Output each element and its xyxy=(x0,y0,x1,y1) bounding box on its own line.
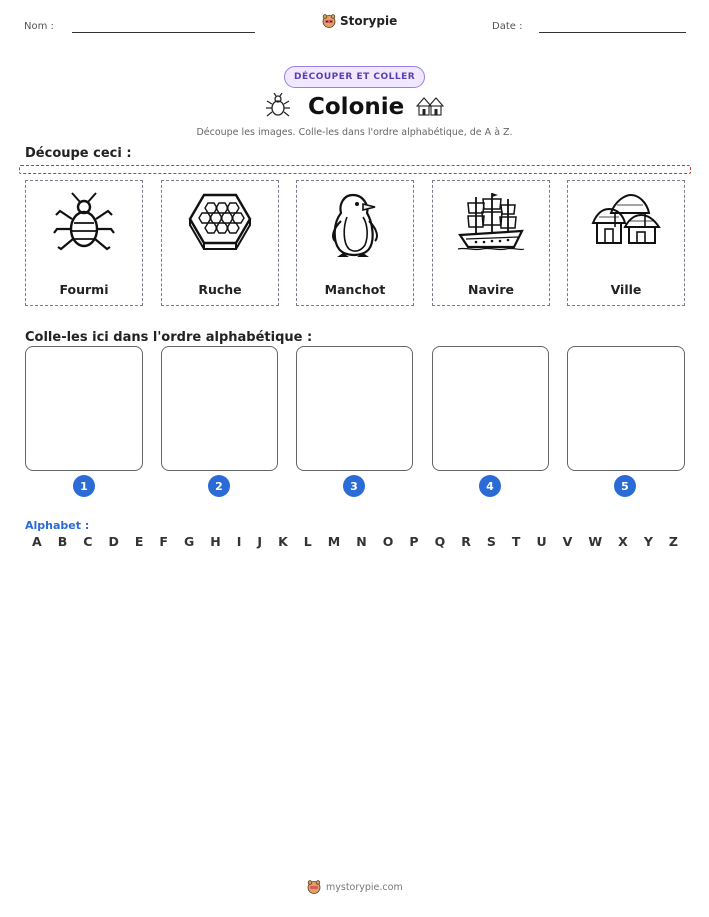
number-badge-1: 1 xyxy=(73,475,95,497)
card-label: Ruche xyxy=(198,282,242,297)
paste-box-1[interactable] xyxy=(25,346,143,471)
paste-box-3[interactable] xyxy=(296,346,413,471)
number-badge-2: 2 xyxy=(208,475,230,497)
alphabet-letter: T xyxy=(511,534,521,549)
alphabet-letter: G xyxy=(183,534,195,549)
alphabet-letter: D xyxy=(108,534,119,549)
alphabet-letter: F xyxy=(159,534,168,549)
storypie-mascot-icon xyxy=(322,14,336,28)
alphabet-letter: Z xyxy=(668,534,678,549)
alphabet-letter: E xyxy=(134,534,144,549)
alphabet-letter: L xyxy=(303,534,312,549)
cut-card-manchot[interactable] xyxy=(296,180,414,306)
alphabet-letter: S xyxy=(486,534,496,549)
brand-name: Storypie xyxy=(340,14,398,28)
alphabet-letter: U xyxy=(536,534,547,549)
footer-url[interactable]: mystorypie.com xyxy=(326,881,403,893)
footer xyxy=(307,880,403,894)
paste-box-5[interactable] xyxy=(567,346,685,471)
alphabet-row xyxy=(32,534,678,549)
alphabet-heading: Alphabet : xyxy=(25,519,90,532)
instructions: Découpe les images. Colle-les dans l'ordre alphabétique, de A à Z. xyxy=(196,127,513,138)
brand-logo xyxy=(322,14,397,28)
ant-icon xyxy=(52,191,116,255)
title-huts-icon xyxy=(415,94,445,122)
title-ant-icon xyxy=(265,93,291,123)
alphabet-letter: M xyxy=(327,534,341,549)
penguin-icon xyxy=(323,191,387,259)
alphabet-letter: V xyxy=(562,534,573,549)
alphabet-letter: C xyxy=(83,534,93,549)
cut-guide-line xyxy=(19,165,691,174)
card-label: Navire xyxy=(468,282,514,297)
name-label: Nom : xyxy=(24,21,54,32)
date-label: Date : xyxy=(492,21,523,32)
paste-box-4[interactable] xyxy=(432,346,549,471)
name-line xyxy=(72,32,255,33)
cut-card-fourmi[interactable] xyxy=(25,180,143,306)
paste-box-2[interactable] xyxy=(161,346,278,471)
activity-badge: DÉCOUPER ET COLLER xyxy=(284,66,425,88)
number-badge-3: 3 xyxy=(343,475,365,497)
paste-heading: Colle-les ici dans l'ordre alphabétique : xyxy=(25,330,313,345)
alphabet-letter: P xyxy=(409,534,419,549)
cut-card-ruche[interactable] xyxy=(161,180,279,306)
storypie-mascot-icon xyxy=(307,880,321,894)
huts-icon xyxy=(591,191,661,251)
card-label: Manchot xyxy=(324,282,386,297)
cut-heading: Découpe ceci : xyxy=(25,146,132,161)
cut-card-navire[interactable] xyxy=(432,180,550,306)
alphabet-letter: Q xyxy=(434,534,446,549)
alphabet-letter: K xyxy=(278,534,288,549)
date-line xyxy=(539,32,686,33)
alphabet-letter: O xyxy=(382,534,394,549)
alphabet-letter: J xyxy=(257,534,263,549)
alphabet-letter: W xyxy=(588,534,603,549)
ship-icon xyxy=(456,191,526,255)
number-badge-4: 4 xyxy=(479,475,501,497)
alphabet-letter: B xyxy=(57,534,68,549)
alphabet-letter: I xyxy=(236,534,242,549)
alphabet-letter: Y xyxy=(643,534,653,549)
cut-card-ville[interactable] xyxy=(567,180,685,306)
alphabet-letter: A xyxy=(32,534,42,549)
page-title: Colonie xyxy=(308,94,405,120)
beehive-icon xyxy=(188,191,252,255)
alphabet-letter: H xyxy=(210,534,221,549)
card-label: Fourmi xyxy=(59,282,109,297)
alphabet-letter: X xyxy=(618,534,628,549)
card-label: Ville xyxy=(610,282,642,297)
alphabet-letter: R xyxy=(461,534,471,549)
alphabet-letter: N xyxy=(356,534,367,549)
number-badge-5: 5 xyxy=(614,475,636,497)
